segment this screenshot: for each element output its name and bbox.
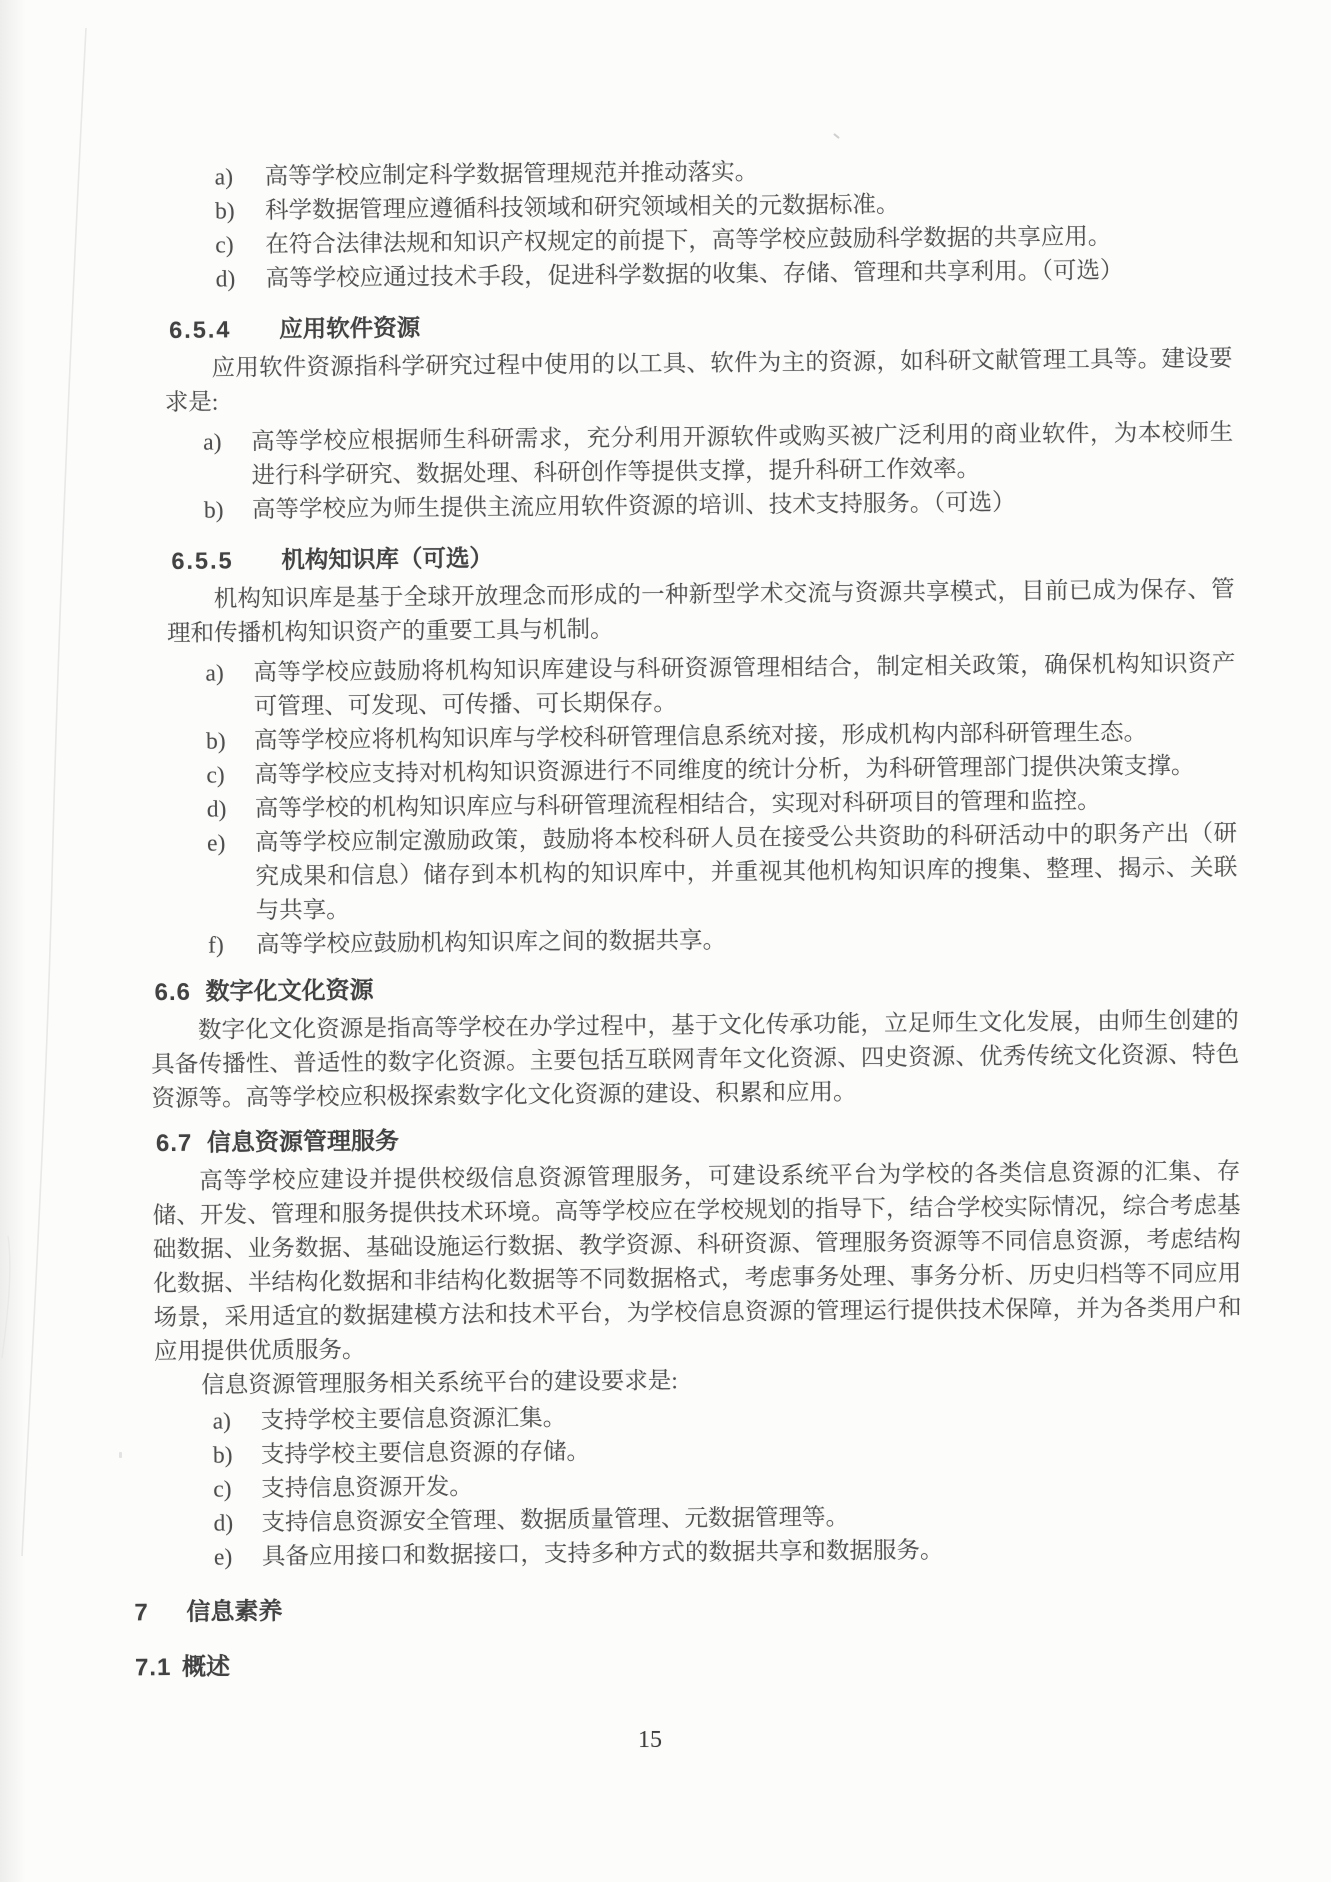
list-item-letter: c) xyxy=(213,1476,232,1503)
paragraph: 高等学校应建设并提供校级信息资源管理服务，可建设系统平台为学校的各类信息资源的汇集、存储、开发、管理和服务提供技术环境。高等学校应在学校规划的指导下，结合学校实际情况，综合考虑基础数据、业务数据、基础设施运行数据、教学资源、科研资源、管理服务资源等不同信息资源，考虑结构化数据、半结构化数据和非结构化数据等不同数据格式，考虑事务处理、事务分析、历史归档等不同应用场景，采用适宜的数据建模方法和技术平台，为学校信息资源的管理运行提供技术保障，并为各类用户和应用提供优质服务。 xyxy=(152,1158,1242,1366)
list-item-text: 支持信息资源开发。 xyxy=(261,1474,473,1503)
section-heading-7-1 xyxy=(135,1640,1245,1686)
paragraph: 应用软件资源指科学研究过程中使用的以工具、软件为主的资源，如科研文献管理工具等。建设要求是: xyxy=(164,345,1233,417)
section-heading-6-7 xyxy=(156,1116,1240,1161)
list-item-letter: f) xyxy=(207,932,224,959)
list-item-letter: d) xyxy=(215,266,236,293)
list-item-letter: b) xyxy=(205,728,226,755)
list-item-text: 高等学校应制定激励政策，鼓励将本校科研人员在接受公共资助的科研活动中的职务产出（研究成果和信息）储存到本机构的知识库中，并重视其他机构知识库的搜集、整理、揭示、关联与共享。 xyxy=(254,820,1238,925)
clause-list-science-data xyxy=(143,151,1232,297)
paragraph: 数字化文化资源是指高等学校在办学过程中，基于文化传承功能，立足师生文化发展，由师生创建的具备传播性、普适性的数字化资源。主要包括互联网青年文化资源、四史资源、优秀传统文化资源、特色资源等。高等学校应积极探索数字化文化资源的建设、积累和应用。 xyxy=(151,1007,1240,1113)
scan-speck-artifact xyxy=(119,1452,122,1458)
list-item-letter: a) xyxy=(205,660,224,687)
heading-number: 6.6 xyxy=(154,978,192,1007)
heading-number: 6.5.4 xyxy=(169,316,232,343)
heading-title: 概述 xyxy=(181,1653,231,1681)
list-item-text: 科学数据管理应遵循科技领域和研究领域相关的元数据标准。 xyxy=(264,191,900,225)
heading-title: 信息资源管理服务 xyxy=(206,1127,400,1157)
heading-number: 7.1 xyxy=(134,1654,172,1682)
list-item-letter: e) xyxy=(206,830,226,857)
clause-list-software-resources xyxy=(203,416,1234,528)
list-item-text: 具备应用接口和数据接口，支持多种方式的数据共享和数据服务。 xyxy=(261,1537,944,1571)
list-item-text: 高等学校应为师生提供主流应用软件资源的培训、技术支持服务。（可选） xyxy=(251,489,1016,524)
heading-title: 信息素养 xyxy=(186,1597,283,1626)
list-item-letter: c) xyxy=(206,762,225,789)
list-item-text: 支持信息资源安全管理、数据质量管理、元数据管理等。 xyxy=(261,1504,850,1537)
list-item xyxy=(203,416,1234,494)
heading-number: 6.7 xyxy=(155,1129,193,1158)
scan-speck-artifact xyxy=(833,133,840,139)
page-number: 15 xyxy=(638,1727,662,1753)
list-item-letter: d) xyxy=(213,1510,234,1537)
list-item-text: 支持学校主要信息资源的存储。 xyxy=(260,1438,591,1469)
subsection-heading-6-5-4 xyxy=(169,303,1232,348)
subsection-heading-6-5-5 xyxy=(171,534,1234,579)
paragraph-lead-in: 信息资源管理服务相关系统平台的建设要求是: xyxy=(201,1368,678,1399)
chapter-heading-7 xyxy=(134,1585,1244,1631)
heading-title: 机构知识库（可选） xyxy=(281,544,493,573)
list-item-letter: a) xyxy=(212,1408,232,1435)
list-item-letter: c) xyxy=(215,232,234,259)
clause-list-institutional-repository xyxy=(205,647,1238,963)
page-content xyxy=(134,151,1246,1685)
heading-number: 7 xyxy=(134,1599,148,1627)
list-item-letter: a) xyxy=(214,164,234,191)
list-item-text: 高等学校应鼓励机构知识库之间的数据共享。 xyxy=(255,927,727,959)
scan-crease-artifact xyxy=(0,0,130,1882)
heading-title: 应用软件资源 xyxy=(279,314,421,342)
list-item-letter: d) xyxy=(206,796,227,823)
clause-list-info-resource-platform xyxy=(212,1395,1244,1575)
list-item-text: 高等学校应将机构知识库与学校科研管理信息系统对接，形成机构内部科研管理生态。 xyxy=(253,719,1148,755)
list-item-text: 高等学校应鼓励将机构知识库建设与科研资源管理相结合，制定相关政策，确保机构知识资产可管理、可发现、可传播、可长期保存。 xyxy=(253,650,1236,721)
list-item-text: 高等学校应根据师生科研需求，充分利用开源软件或购买被广泛利用的商业软件，为本校师生进行科学研究、数据处理、科研创作等提供支撑，提升科研工作效率。 xyxy=(251,419,1234,490)
list-item-text: 高等学校应制定科学数据管理规范并推动落实。 xyxy=(264,159,759,191)
list-item xyxy=(205,647,1236,725)
heading-number: 6.5.5 xyxy=(171,547,234,574)
list-item-letter: a) xyxy=(203,429,222,456)
list-item-letter: e) xyxy=(213,1544,233,1571)
list-item-text: 支持学校主要信息资源汇集。 xyxy=(260,1405,567,1435)
list-item-letter: b) xyxy=(214,198,235,225)
paragraph: 机构知识库是基于全球开放理念而形成的一种新型学术交流与资源共享模式，目前已成为保存、管理和传播机构知识资产的重要工具与机制。 xyxy=(166,576,1235,648)
list-item xyxy=(207,817,1238,929)
list-item-text: 在符合法律法规和知识产权规定的前提下，高等学校应鼓励科学数据的共享应用。 xyxy=(265,223,1112,259)
list-item-text: 高等学校的机构知识库应与科研管理流程相结合，实现对科研项目的管理和监控。 xyxy=(254,788,1101,823)
list-item-letter: b) xyxy=(212,1442,233,1469)
list-item-text: 高等学校应通过技术手段，促进科学数据的收集、存储、管理和共享利用。（可选） xyxy=(265,257,1124,293)
heading-title: 数字化文化资源 xyxy=(205,977,374,1006)
list-item-text: 高等学校应支持对机构知识资源进行不同维度的统计分析，为科研管理部门提供决策支撑。 xyxy=(254,753,1195,789)
section-heading-6-6 xyxy=(154,965,1238,1010)
list-item-letter: b) xyxy=(203,497,224,524)
